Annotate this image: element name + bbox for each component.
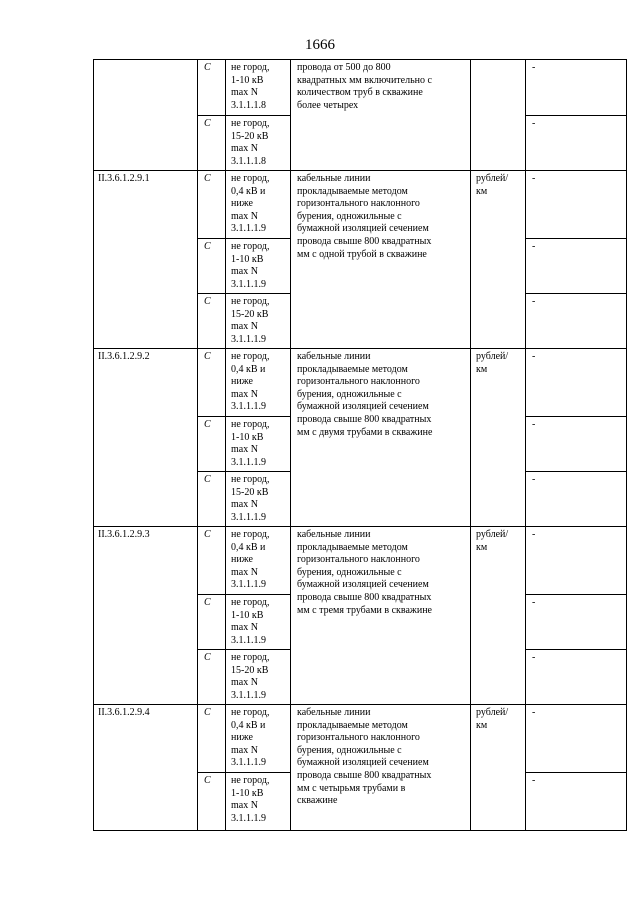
- item-code-text: II.3.6.1.2.9.1: [98, 173, 150, 184]
- category-letter: [198, 705, 226, 773]
- condition-cell: [226, 650, 291, 705]
- category-letter-text: С: [204, 529, 211, 540]
- condition-cell: [226, 60, 291, 116]
- condition-cell-text: не город, 0,4 кВ и ниже max N 3.1.1.1.9: [231, 173, 270, 235]
- condition-cell: [226, 773, 291, 831]
- category-letter-text: С: [204, 597, 211, 608]
- category-letter: [198, 650, 226, 705]
- unit-cell: [471, 705, 526, 831]
- value-cell-text: -: [532, 241, 536, 252]
- table-row: [94, 349, 627, 417]
- value-cell-text: -: [532, 652, 536, 663]
- category-letter: [198, 595, 226, 650]
- description-cell: [291, 60, 471, 171]
- table-row: [94, 705, 627, 773]
- value-cell: [526, 239, 627, 294]
- category-letter-text: С: [204, 652, 211, 663]
- unit-cell: [471, 171, 526, 349]
- category-letter-text: С: [204, 775, 211, 786]
- condition-cell: [226, 294, 291, 349]
- item-code-text: II.3.6.1.2.9.4: [98, 707, 150, 718]
- item-code: [94, 527, 198, 705]
- condition-cell: [226, 171, 291, 239]
- condition-cell: [226, 527, 291, 595]
- description-cell-text: провода от 500 до 800 квадратных мм включительно с количеством труб в скважине более четырех: [297, 62, 432, 111]
- item-code-text: II.3.6.1.2.9.3: [98, 529, 150, 540]
- value-cell-text: -: [532, 173, 536, 184]
- value-cell: [526, 650, 627, 705]
- value-cell: [526, 294, 627, 349]
- condition-cell-text: не город, 1-10 кВ max N 3.1.1.1.9: [231, 775, 270, 824]
- condition-cell-text: не город, 1-10 кВ max N 3.1.1.1.9: [231, 241, 270, 290]
- category-letter-text: С: [204, 296, 211, 307]
- value-cell: [526, 116, 627, 171]
- value-cell: [526, 773, 627, 831]
- value-cell: [526, 60, 627, 116]
- table-row: [94, 171, 627, 239]
- value-cell-text: -: [532, 529, 536, 540]
- description-cell-text: кабельные линии прокладываемые методом горизонтального наклонного бурения, одножильные с бумажной изоляцией сечением провода свыше 800 квадратных мм с двумя трубами в скважине: [297, 351, 433, 438]
- condition-cell-text: не город, 15-20 кВ max N 3.1.1.1.9: [231, 474, 270, 523]
- category-letter-text: С: [204, 419, 211, 430]
- condition-cell-text: не город, 1-10 кВ max N 3.1.1.1.9: [231, 419, 270, 468]
- condition-cell-text: не город, 1-10 кВ max N 3.1.1.1.8: [231, 62, 270, 111]
- category-letter-text: С: [204, 118, 211, 129]
- condition-cell: [226, 116, 291, 171]
- page-number: 1666: [305, 37, 335, 53]
- value-cell-text: -: [532, 419, 536, 430]
- condition-cell-text: не город, 0,4 кВ и ниже max N 3.1.1.1.9: [231, 707, 270, 769]
- unit-cell: [471, 60, 526, 171]
- category-letter-text: С: [204, 62, 211, 73]
- category-letter: [198, 527, 226, 595]
- value-cell: [526, 171, 627, 239]
- unit-cell-text: рублей/ км: [476, 529, 509, 553]
- value-cell: [526, 527, 627, 595]
- category-letter: [198, 349, 226, 417]
- unit-cell-text: рублей/ км: [476, 173, 509, 197]
- unit-cell: [471, 527, 526, 705]
- description-cell: [291, 527, 471, 705]
- category-letter-text: С: [204, 474, 211, 485]
- value-cell: [526, 595, 627, 650]
- item-code: [94, 349, 198, 527]
- condition-cell-text: не город, 0,4 кВ и ниже max N 3.1.1.1.9: [231, 529, 270, 591]
- condition-cell: [226, 349, 291, 417]
- value-cell-text: -: [532, 296, 536, 307]
- value-cell-text: -: [532, 118, 536, 129]
- description-cell-text: кабельные линии прокладываемые методом горизонтального наклонного бурения, одножильные с бумажной изоляцией сечением провода свыше 800 квадратных мм с четырьмя трубами в скважине: [297, 707, 432, 807]
- value-cell: [526, 705, 627, 773]
- description-cell: [291, 705, 471, 831]
- category-letter: [198, 239, 226, 294]
- category-letter: [198, 60, 226, 116]
- category-letter: [198, 472, 226, 527]
- table-row: [94, 527, 627, 595]
- value-cell-text: -: [532, 474, 536, 485]
- category-letter-text: С: [204, 707, 211, 718]
- unit-cell: [471, 349, 526, 527]
- condition-cell-text: не город, 15-20 кВ max N 3.1.1.1.9: [231, 296, 270, 345]
- value-cell: [526, 472, 627, 527]
- item-code: [94, 705, 198, 831]
- condition-cell: [226, 239, 291, 294]
- description-cell: [291, 349, 471, 527]
- tariff-table-body: [94, 60, 627, 831]
- category-letter: [198, 116, 226, 171]
- condition-cell-text: не город, 0,4 кВ и ниже max N 3.1.1.1.9: [231, 351, 270, 413]
- condition-cell: [226, 595, 291, 650]
- table-row: [94, 60, 627, 116]
- value-cell: [526, 349, 627, 417]
- value-cell-text: -: [532, 775, 536, 786]
- category-letter: [198, 171, 226, 239]
- description-cell-text: кабельные линии прокладываемые методом горизонтального наклонного бурения, одножильные с бумажной изоляцией сечением провода свыше 800 квадратных мм с тремя трубами в скважине: [297, 529, 432, 616]
- condition-cell: [226, 417, 291, 472]
- category-letter: [198, 417, 226, 472]
- value-cell-text: -: [532, 351, 536, 362]
- category-letter-text: С: [204, 173, 211, 184]
- value-cell: [526, 417, 627, 472]
- category-letter-text: С: [204, 241, 211, 252]
- category-letter-text: С: [204, 351, 211, 362]
- item-code-text: II.3.6.1.2.9.2: [98, 351, 150, 362]
- item-code: [94, 60, 198, 171]
- category-letter: [198, 773, 226, 831]
- condition-cell: [226, 472, 291, 527]
- condition-cell: [226, 705, 291, 773]
- item-code: [94, 171, 198, 349]
- condition-cell-text: не город, 1-10 кВ max N 3.1.1.1.9: [231, 597, 270, 646]
- value-cell-text: -: [532, 707, 536, 718]
- category-letter: [198, 294, 226, 349]
- value-cell-text: -: [532, 597, 536, 608]
- unit-cell-text: рублей/ км: [476, 351, 509, 375]
- unit-cell-text: рублей/ км: [476, 707, 509, 731]
- description-cell-text: кабельные линии прокладываемые методом горизонтального наклонного бурения, одножильные с бумажной изоляцией сечением провода свыше 800 квадратных мм с одной трубой в скважине: [297, 173, 432, 260]
- value-cell-text: -: [532, 62, 536, 73]
- condition-cell-text: не город, 15-20 кВ max N 3.1.1.1.9: [231, 652, 270, 701]
- description-cell: [291, 171, 471, 349]
- condition-cell-text: не город, 15-20 кВ max N 3.1.1.1.8: [231, 118, 270, 167]
- tariff-table: [93, 59, 627, 831]
